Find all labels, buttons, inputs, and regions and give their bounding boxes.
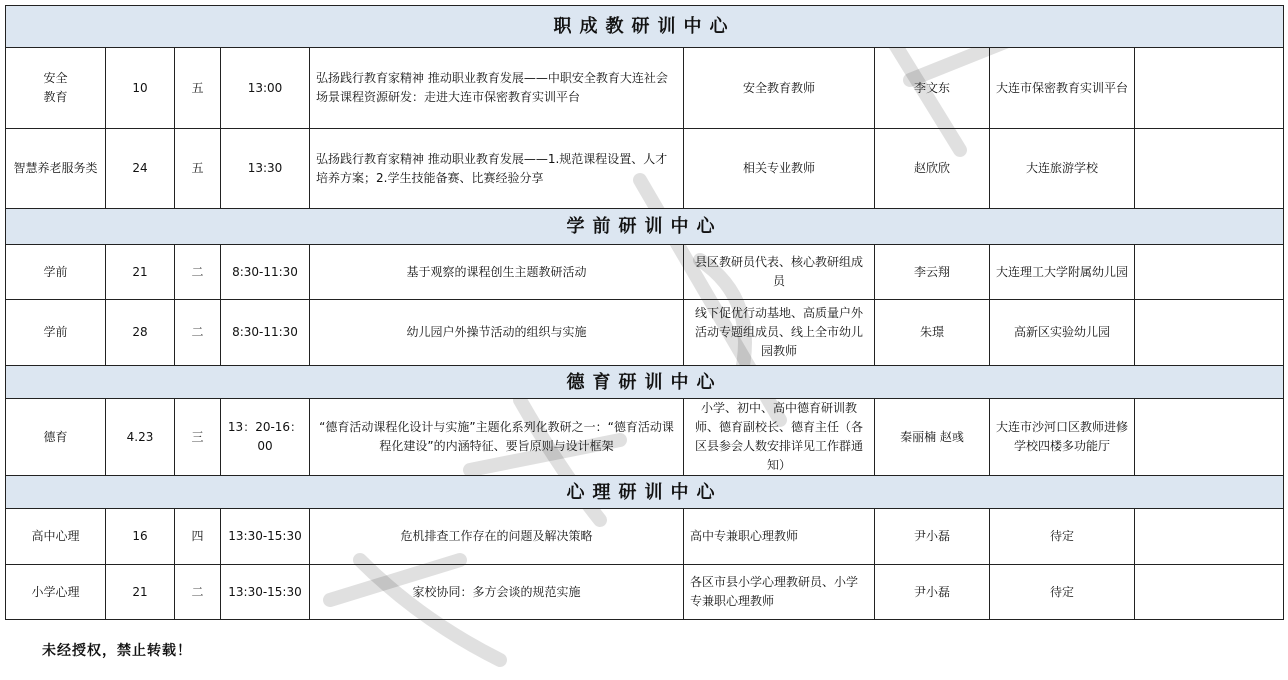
subject-cell: 德育 [6,399,106,476]
weekday-cell: 二 [175,245,221,300]
date-cell: 28 [106,300,175,366]
host-cell: 朱璟 [875,300,990,366]
copyright-notice: 未经授权，禁止转载！ [42,643,192,659]
weekday-cell: 三 [175,399,221,476]
weekday-cell: 二 [175,300,221,366]
time-cell: 13:30-15:30 [221,509,310,565]
table-row [6,245,1284,300]
date-cell: 10 [106,48,175,129]
date-cell: 21 [106,245,175,300]
note-cell [1135,565,1284,620]
time-cell: 8:30-11:30 [221,245,310,300]
topic-cell: 基于观察的课程创生主题教研活动 [310,245,684,300]
host-cell: 尹小磊 [875,509,990,565]
subject-cell: 小学心理 [6,565,106,620]
host-cell: 尹小磊 [875,565,990,620]
table-row [6,300,1284,366]
section-header-row [6,366,1284,399]
time-cell: 13:30-15:30 [221,565,310,620]
audience-cell: 相关专业教师 [684,129,875,209]
table-row [6,129,1284,209]
venue-cell: 高新区实验幼儿园 [990,300,1135,366]
date-cell: 24 [106,129,175,209]
table-row [6,48,1284,129]
section-header-row [6,476,1284,509]
date-cell: 4.23 [106,399,175,476]
weekday-cell: 四 [175,509,221,565]
table-row [6,399,1284,476]
time-cell: 13：20-16：00 [221,399,310,476]
weekday-cell: 五 [175,129,221,209]
section-header-row [6,6,1284,48]
weekday-cell: 五 [175,48,221,129]
audience-cell: 安全教育教师 [684,48,875,129]
note-cell [1135,245,1284,300]
venue-cell: 大连旅游学校 [990,129,1135,209]
audience-cell: 线下促优行动基地、高质量户外活动专题组成员、线上全市幼儿园教师 [684,300,875,366]
topic-cell: 家校协同：多方会谈的规范实施 [310,565,684,620]
time-cell: 13:00 [221,48,310,129]
host-cell: 李云翔 [875,245,990,300]
time-cell: 13:30 [221,129,310,209]
venue-cell: 大连理工大学附属幼儿园 [990,245,1135,300]
table-row [6,565,1284,620]
subject-cell: 智慧养老服务类 [6,129,106,209]
schedule-table [5,5,1284,620]
note-cell [1135,129,1284,209]
date-cell: 21 [106,565,175,620]
date-cell: 16 [106,509,175,565]
host-cell: 赵欣欣 [875,129,990,209]
section-header-row [6,209,1284,245]
subject-cell: 学前 [6,300,106,366]
note-cell [1135,48,1284,129]
note-cell [1135,509,1284,565]
section-title: 职成教研训中心 [6,6,1284,48]
subject-cell: 安全 教育 [6,48,106,129]
note-cell [1135,300,1284,366]
venue-cell: 大连市保密教育实训平台 [990,48,1135,129]
venue-cell: 待定 [990,509,1135,565]
section-title: 德育研训中心 [6,366,1284,399]
topic-cell: 危机排查工作存在的问题及解决策略 [310,509,684,565]
time-cell: 8:30-11:30 [221,300,310,366]
audience-cell: 高中专兼职心理教师 [684,509,875,565]
host-cell: 秦丽楠 赵彧 [875,399,990,476]
table-row [6,509,1284,565]
topic-cell: “德育活动课程化设计与实施”主题化系列化教研之一：“德育活动课程化建设”的内涵特征、要旨原则与设计框架 [310,399,684,476]
note-cell [1135,399,1284,476]
audience-cell: 县区教研员代表、核心教研组成员 [684,245,875,300]
audience-cell: 小学、初中、高中德育研训教师、德育副校长、德育主任（各区县参会人数安排详见工作群通知） [684,399,875,476]
section-title: 心理研训中心 [6,476,1284,509]
venue-cell: 待定 [990,565,1135,620]
host-cell: 李文东 [875,48,990,129]
topic-cell: 弘扬践行教育家精神 推动职业教育发展——1.规范课程设置、人才培养方案；2.学生技能备赛、比赛经验分享 [310,129,684,209]
subject-cell: 学前 [6,245,106,300]
venue-cell: 大连市沙河口区教师进修学校四楼多功能厅 [990,399,1135,476]
section-title: 学前研训中心 [6,209,1284,245]
topic-cell: 弘扬践行教育家精神 推动职业教育发展——中职安全教育大连社会场景课程资源研发：走进大连市保密教育实训平台 [310,48,684,129]
weekday-cell: 二 [175,565,221,620]
audience-cell: 各区市县小学心理教研员、小学专兼职心理教师 [684,565,875,620]
topic-cell: 幼儿园户外操节活动的组织与实施 [310,300,684,366]
subject-cell: 高中心理 [6,509,106,565]
